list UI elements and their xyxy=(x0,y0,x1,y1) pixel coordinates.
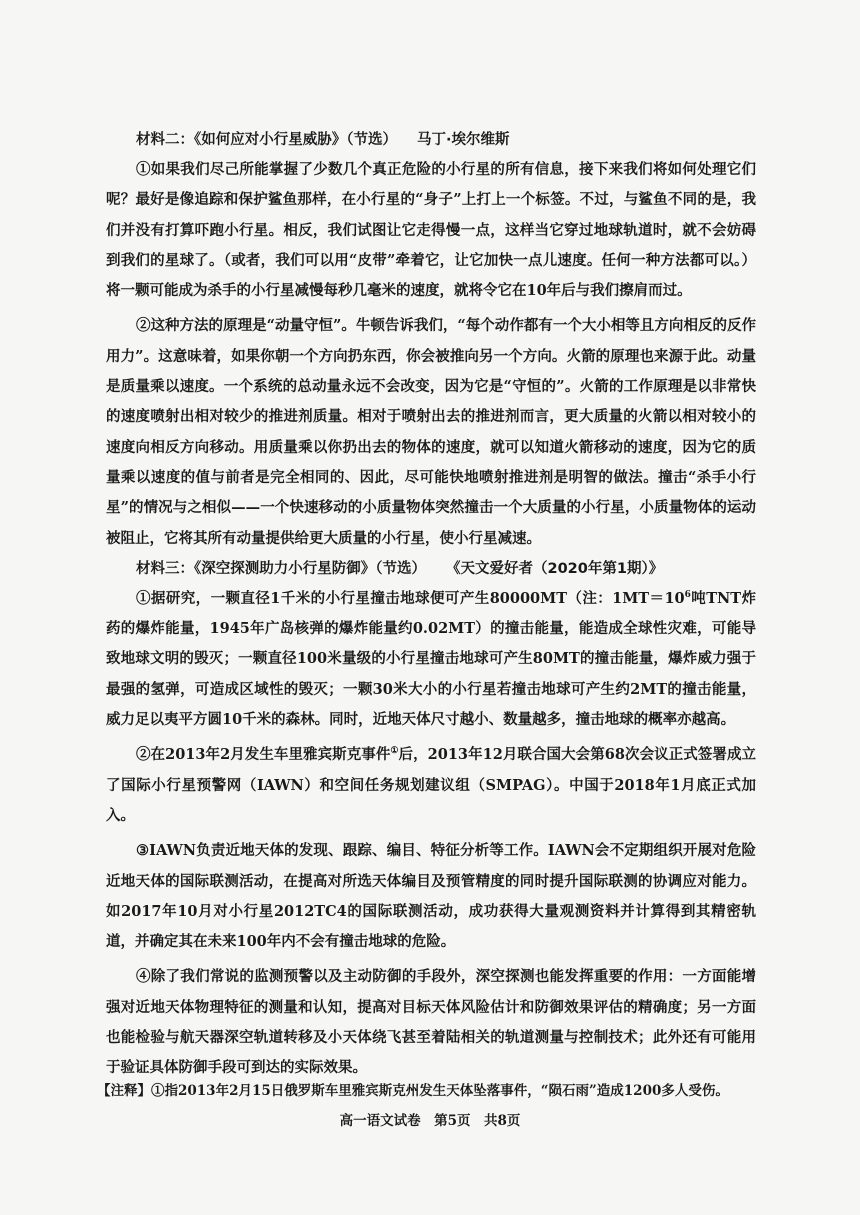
exponent: 6 xyxy=(684,590,691,601)
material3-p1-text-b: 吨TNT炸药的爆炸能量，1945年广岛核弹的爆炸能量约0.02MT）的撞击能量，能造成全球性灾难，可能导致地球文明的毁灭；一颗直径100米量级的小行星撞击地球可产生80MT的撞击能量，爆炸威力强于最强的氢弹，可造成区域性的毁灭；一颗30米大小的小行星若撞击地球可产生约2MT的撞击能量，威力足以夷平方圆10千米的森林。同时，近地天体尺寸越小、数量越多，撞击地球的概率亦越高。 xyxy=(106,589,756,729)
material3-p2-text-b: 后，2013年12月联合国大会第68次会议正式签署成立了国际小行星预警网（IAWN）和空间任务规划建议组（SMPAG）。中国于2018年1月底正式加入。 xyxy=(106,746,757,824)
material2-title: 材料二：《如何应对小行星威胁》（节选） xyxy=(136,132,397,148)
material3-title: 材料三：《深空探测助力小行星防御》（节选） xyxy=(136,560,426,577)
material3-heading xyxy=(136,554,756,584)
footnote-marker: ① xyxy=(390,746,399,757)
material3-paragraph-2 xyxy=(106,740,756,831)
material3-paragraph-1 xyxy=(106,584,756,735)
material2-author: 马丁·埃尔维斯 xyxy=(417,132,510,148)
material2-paragraph-2: ②这种方法的原理是“动量守恒”。牛顿告诉我们，“每个动作都有一个大小相等且方向相反的反作用力”。这意味着，如果你朝一个方向扔东西，你会被推向另一个方向。火箭的原理也来源于此。动量是质量乘以速度。一个系统的总动量永远不会改变，因为它是“守恒的”。火箭的工作原理是以非常快的速度喷射出相对较少的推进剂质量。相对于喷射出去的推进剂而言，更大质量的火箭以相对较小的速度向相反方向移动。用质量乘以你扔出去的物体的速度，就可以知道火箭移动的速度，因为它的质量乘以速度的值与前者是完全相同的、因此，尽可能快地喷射推进剂是明智的做法。撞击“杀手小行星”的情况与之相似——一个快速移动的小质量物体突然撞击一个大质量的小行星，小质量物体的运动被阻止，它将其所有动量提供给更大质量的小行星，使小行星减速。 xyxy=(106,317,756,547)
material2-heading xyxy=(136,125,756,155)
footnote: 【注释】①指2013年2月15日俄罗斯车里雅宾斯克州发生天体坠落事件，“陨石雨”造成1200多人受伤。 xyxy=(97,1083,729,1099)
material3-p1-text-a: ①据研究，一颗直径1千米的小行星撞击地球便可产生80000MT（注：1MT＝10 xyxy=(136,589,685,607)
material3-source: 《天文爱好者（2020年第1期）》 xyxy=(446,560,664,577)
page-footer: 高一语文试卷 第5页 共8页 xyxy=(339,1113,521,1129)
page-content xyxy=(106,125,756,1084)
material2-paragraph-1: ①如果我们尽己所能掌握了少数几个真正危险的小行星的所有信息，接下来我们将如何处理它们呢？最好是像追踪和保护鲨鱼那样，在小行星的“身子”上打上一个标签。不过，与鲨鱼不同的是，我们并没有打算吓跑小行星。相反，我们试图让它走得慢一点，这样当它穿过地球轨道时，就不会妨碍到我们的星球了。（或者，我们可以用“皮带”牵着它，让它加快一点儿速度。任何一种方法都可以。）将一颗可能成为杀手的小行星减慢每秒几毫米的速度，就将令它在10年后与我们擦肩而过。 xyxy=(106,161,756,300)
material3-paragraph-4: ④除了我们常说的监测预警以及主动防御的手段外，深空探测也能发挥重要的作用：一方面能增强对近地天体物理特征的测量和认知，提高对目标天体风险估计和防御效果评估的精确度；另一方面也能检验与航天器深空轨道转移及小天体绕飞甚至着陆相关的轨道测量与控制技术；此外还有可能用于验证具体防御手段可到达的实际效果。 xyxy=(106,968,756,1077)
material3-p2-text-a: ②在2013年2月发生车里雅宾斯克事件 xyxy=(136,746,391,764)
material3-paragraph-3: ③IAWN负责近地天体的发现、跟踪、编目、特征分析等工作。IAWN会不定期组织开展对危险近地天体的国际联测活动，在提高对所选天体编目及预管精度的同时提升国际联测的协调应对能力。如2017年10月对小行星2012TC4的国际联测活动，成功获得大量观测资料并计算得到其精密轨道，并确定其在未来100年内不会有撞击地球的危险。 xyxy=(106,842,756,951)
